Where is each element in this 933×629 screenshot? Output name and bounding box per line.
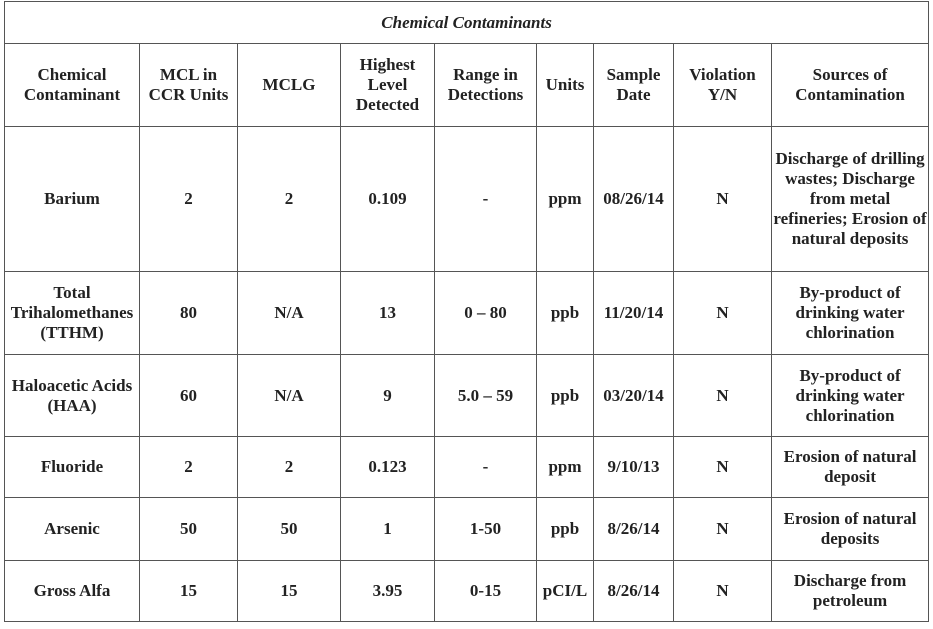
cell-units: ppb (537, 498, 594, 561)
cell-sample-date: 11/20/14 (594, 272, 674, 355)
cell-units: ppm (537, 437, 594, 498)
cell-sources: Erosion of natural deposits (772, 498, 929, 561)
header-mcl: MCL in CCR Units (140, 44, 238, 127)
cell-contaminant: Gross Alfa (5, 561, 140, 622)
cell-contaminant: Haloacetic Acids (HAA) (5, 355, 140, 437)
cell-highest-level: 0.109 (341, 127, 435, 272)
cell-violation: N (674, 355, 772, 437)
cell-mclg: 2 (238, 437, 341, 498)
cell-range: 0-15 (435, 561, 537, 622)
cell-range: - (435, 437, 537, 498)
cell-contaminant: Arsenic (5, 498, 140, 561)
cell-contaminant: Barium (5, 127, 140, 272)
cell-sample-date: 8/26/14 (594, 561, 674, 622)
cell-mclg: N/A (238, 272, 341, 355)
cell-mclg: N/A (238, 355, 341, 437)
cell-mclg: 15 (238, 561, 341, 622)
table-row (5, 561, 929, 622)
cell-sources: Discharge of drilling wastes; Discharge from metal refineries; Erosion of natural deposits (772, 127, 929, 272)
header-sample-date: Sample Date (594, 44, 674, 127)
cell-violation: N (674, 437, 772, 498)
header-row (5, 44, 929, 127)
cell-units: ppb (537, 272, 594, 355)
cell-mcl: 2 (140, 127, 238, 272)
cell-violation: N (674, 127, 772, 272)
cell-range: 1-50 (435, 498, 537, 561)
table-row (5, 498, 929, 561)
cell-highest-level: 1 (341, 498, 435, 561)
cell-sample-date: 9/10/13 (594, 437, 674, 498)
header-sources: Sources of Contamination (772, 44, 929, 127)
cell-violation: N (674, 498, 772, 561)
cell-contaminant: Total Trihalomethanes (TTHM) (5, 272, 140, 355)
header-mclg: MCLG (238, 44, 341, 127)
cell-units: ppb (537, 355, 594, 437)
header-chemical-contaminant: Chemical Contaminant (5, 44, 140, 127)
header-violation: Violation Y/N (674, 44, 772, 127)
cell-units: pCI/L (537, 561, 594, 622)
cell-sources: Discharge from petroleum (772, 561, 929, 622)
cell-sources: By-product of drinking water chlorination (772, 272, 929, 355)
cell-mcl: 2 (140, 437, 238, 498)
cell-highest-level: 13 (341, 272, 435, 355)
cell-sources: By-product of drinking water chlorination (772, 355, 929, 437)
cell-mclg: 50 (238, 498, 341, 561)
table-row (5, 127, 929, 272)
header-units: Units (537, 44, 594, 127)
cell-range: - (435, 127, 537, 272)
cell-sample-date: 8/26/14 (594, 498, 674, 561)
cell-sample-date: 03/20/14 (594, 355, 674, 437)
cell-mcl: 15 (140, 561, 238, 622)
cell-mclg: 2 (238, 127, 341, 272)
cell-units: ppm (537, 127, 594, 272)
cell-contaminant: Fluoride (5, 437, 140, 498)
chemical-contaminants-table (4, 1, 929, 622)
cell-sample-date: 08/26/14 (594, 127, 674, 272)
table-row (5, 272, 929, 355)
cell-highest-level: 9 (341, 355, 435, 437)
cell-violation: N (674, 272, 772, 355)
table-row (5, 355, 929, 437)
table-row (5, 437, 929, 498)
cell-sources: Erosion of natural deposit (772, 437, 929, 498)
cell-highest-level: 3.95 (341, 561, 435, 622)
table-title: Chemical Contaminants (5, 2, 929, 44)
header-highest-level: Highest Level Detected (341, 44, 435, 127)
cell-violation: N (674, 561, 772, 622)
cell-range: 0 – 80 (435, 272, 537, 355)
cell-mcl: 50 (140, 498, 238, 561)
cell-range: 5.0 – 59 (435, 355, 537, 437)
header-range: Range in Detections (435, 44, 537, 127)
table-body (5, 127, 929, 622)
cell-mcl: 60 (140, 355, 238, 437)
cell-mcl: 80 (140, 272, 238, 355)
cell-highest-level: 0.123 (341, 437, 435, 498)
